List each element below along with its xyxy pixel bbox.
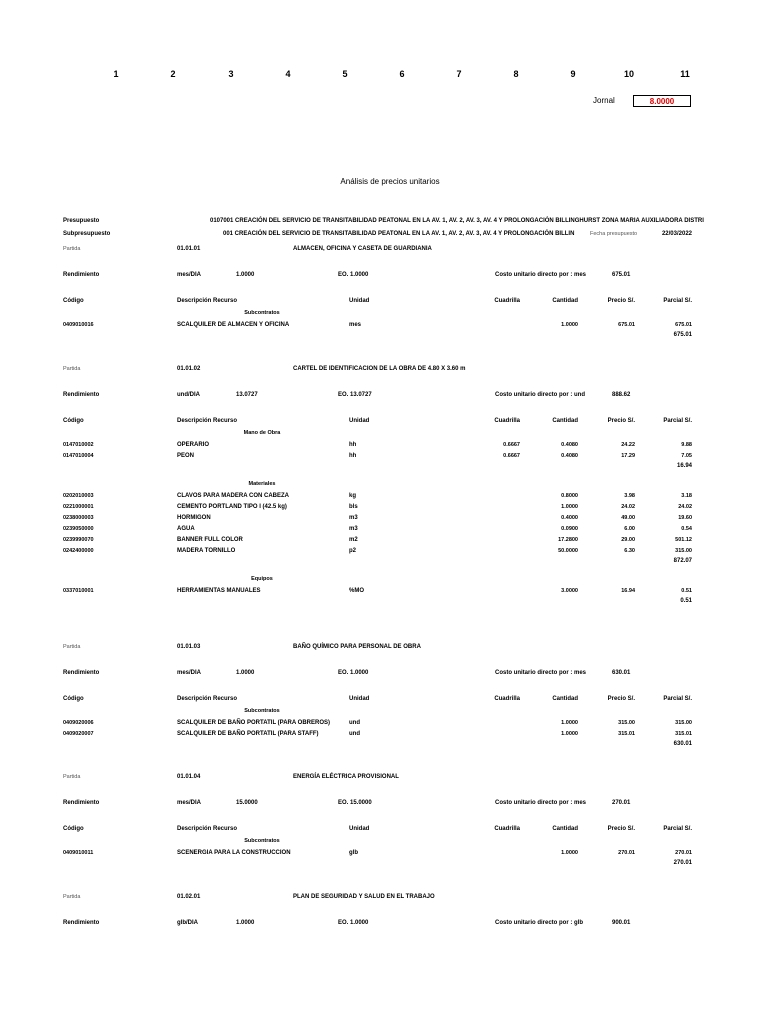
row-precio: 29.00 (621, 537, 635, 543)
row-code: 0242400000 (63, 548, 94, 554)
jornal-value-box (633, 95, 691, 107)
group-name: Subcontratos (244, 708, 280, 714)
col-header-codigo: Código (63, 418, 84, 424)
row-description: CLAVOS PARA MADERA CON CABEZA (177, 493, 289, 499)
row-parcial: 0.54 (681, 526, 692, 532)
row-code: 0202010003 (63, 493, 94, 499)
col-header-descripcion: Descripción Recurso (177, 418, 238, 424)
row-code: 0409010016 (63, 322, 94, 328)
rendimiento-unit: mes/DIA (177, 272, 202, 278)
row-parcial: 24.02 (678, 504, 692, 510)
row-precio: 6.00 (624, 526, 635, 532)
row-code: 0221000001 (63, 504, 94, 510)
partida-label: Partida (63, 644, 81, 650)
col-header-cuadrilla: Cuadrilla (494, 298, 520, 304)
partida-label: Partida (63, 366, 81, 372)
row-unit: m3 (349, 526, 358, 532)
row-cantidad: 50.0000 (558, 548, 578, 554)
row-unit: p2 (349, 548, 357, 554)
col-header-precio: Precio S/. (607, 826, 635, 832)
row-precio: 49.00 (621, 515, 635, 521)
row-cantidad: 3.0000 (561, 588, 578, 594)
jornal-label: Jornal (593, 96, 615, 105)
costo-unitario-label: Costo unitario directo por : und (495, 392, 585, 398)
column-number: 10 (623, 69, 634, 79)
group-subtotal: 675.01 (673, 332, 692, 338)
row-parcial: 501.12 (675, 537, 692, 543)
row-parcial: 7.05 (681, 453, 692, 459)
group-name: Subcontratos (244, 310, 280, 316)
row-parcial: 315.00 (675, 548, 692, 554)
equipo-value: EO. 15.0000 (338, 800, 372, 806)
column-number: 1 (113, 69, 119, 79)
partida-name: ENERGÍA ELÉCTRICA PROVISIONAL (293, 774, 399, 780)
row-description: CEMENTO PORTLAND TIPO I (42.5 kg) (177, 504, 287, 510)
group-subtotal: 270.01 (673, 860, 692, 866)
row-cantidad: 1.0000 (561, 720, 578, 726)
col-header-unidad: Unidad (349, 826, 370, 832)
column-number: 8 (513, 69, 519, 79)
row-code: 0238000003 (63, 515, 94, 521)
partida-name: ALMACEN, OFICINA Y CASETA DE GUARDIANIA (293, 246, 432, 252)
col-header-descripcion: Descripción Recurso (177, 298, 238, 304)
row-code: 0409010011 (63, 850, 94, 856)
row-cuadrilla: 0.6667 (503, 453, 520, 459)
page-title: Análisis de precios unitarios (340, 177, 440, 186)
costo-unitario-label: Costo unitario directo por : mes (495, 272, 587, 278)
row-cantidad: 0.8000 (561, 493, 578, 499)
jornal-value: 8.0000 (649, 97, 675, 106)
group-name: Subcontratos (244, 838, 280, 844)
col-header-parcial: Parcial S/. (663, 826, 692, 832)
row-code: 0409020007 (63, 731, 94, 737)
col-header-cuadrilla: Cuadrilla (494, 696, 520, 702)
partida-label: Partida (63, 774, 81, 780)
row-unit: und (349, 731, 360, 737)
col-header-unidad: Unidad (349, 298, 370, 304)
row-unit: hh (349, 453, 357, 459)
rendimiento-unit: mes/DIA (177, 800, 202, 806)
equipo-value: EO. 1.0000 (338, 670, 369, 676)
col-header-precio: Precio S/. (607, 696, 635, 702)
column-number: 7 (456, 69, 462, 79)
costo-unitario-value: 675.01 (612, 272, 631, 278)
group-subtotal: 872.07 (673, 558, 692, 564)
row-cantidad: 0.4000 (561, 515, 578, 521)
col-header-cantidad: Cantidad (552, 298, 578, 304)
col-header-codigo: Código (63, 696, 84, 702)
col-header-precio: Precio S/. (607, 298, 635, 304)
partida-label: Partida (63, 246, 81, 252)
equipo-value: EO. 1.0000 (338, 272, 369, 278)
presupuesto-value: 0107001 CREACIÓN DEL SERVICIO DE TRANSITABILIDAD PEATONAL EN LA AV. 1, AV. 2, AV. 3, AV. 4 Y PROLONGACIÓN BILLINGHURST ZONA MARIA AUXILIADORA DISTRI (210, 218, 704, 224)
row-precio: 270.01 (618, 850, 635, 856)
row-description: SCENERGIA PARA LA CONSTRUCCION (177, 850, 291, 856)
col-header-descripcion: Descripción Recurso (177, 826, 238, 832)
column-number: 5 (342, 69, 348, 79)
partida-label: Partida (63, 894, 81, 900)
row-cuadrilla: 0.6667 (503, 442, 520, 448)
row-unit: kg (349, 493, 357, 499)
row-parcial: 675.01 (675, 322, 692, 328)
row-unit: m2 (349, 537, 358, 543)
row-code: 0239050000 (63, 526, 94, 532)
row-code: 0409020006 (63, 720, 94, 726)
equipo-value: EO. 1.0000 (338, 920, 369, 926)
group-name: Materiales (248, 481, 276, 487)
row-description: HERRAMIENTAS MANUALES (177, 588, 261, 594)
row-unit: %MO (349, 588, 364, 594)
rendimiento-value: 1.0000 (236, 272, 255, 278)
column-number: 3 (228, 69, 234, 79)
equipo-value: EO. 13.0727 (338, 392, 372, 398)
fecha-label: Fecha presupuesto (590, 231, 638, 237)
row-precio: 24.22 (621, 442, 635, 448)
partida-code: 01.01.01 (177, 246, 201, 252)
group-name: Mano de Obra (243, 430, 281, 436)
col-header-cantidad: Cantidad (552, 418, 578, 424)
row-description: PEON (177, 453, 195, 459)
partida-code: 01.02.01 (177, 894, 201, 900)
row-cantidad: 1.0000 (561, 731, 578, 737)
row-precio: 16.94 (621, 588, 635, 594)
subpresupuesto-label: Subpresupuesto (63, 231, 111, 237)
group-subtotal: 16.94 (676, 463, 692, 469)
fecha-value: 22/03/2022 (661, 231, 692, 237)
col-header-codigo: Código (63, 826, 84, 832)
row-precio: 24.02 (621, 504, 635, 510)
rendimiento-value: 15.0000 (236, 800, 258, 806)
row-parcial: 315.01 (675, 731, 692, 737)
column-number: 2 (170, 69, 176, 79)
col-header-cantidad: Cantidad (552, 826, 578, 832)
row-cantidad: 0.0900 (561, 526, 578, 532)
rendimiento-value: 1.0000 (236, 920, 255, 926)
row-description: BANNER FULL COLOR (177, 537, 243, 543)
partida-name: PLAN DE SEGURIDAD Y SALUD EN EL TRABAJO (293, 894, 435, 900)
costo-unitario-value: 888.62 (612, 392, 631, 398)
col-header-cuadrilla: Cuadrilla (494, 418, 520, 424)
partida-name: CARTEL DE IDENTIFICACION DE LA OBRA DE 4.80 X 3.60 m (293, 366, 466, 372)
row-precio: 3.98 (624, 493, 635, 499)
column-number: 11 (680, 69, 690, 79)
costo-unitario-label: Costo unitario directo por : mes (495, 670, 587, 676)
row-unit: und (349, 720, 360, 726)
rendimiento-value: 13.0727 (236, 392, 258, 398)
row-parcial: 19.60 (678, 515, 692, 521)
partida-code: 01.01.02 (177, 366, 201, 372)
partida-name: BAÑO QUÍMICO PARA PERSONAL DE OBRA (293, 644, 421, 650)
row-code: 0147010002 (63, 442, 94, 448)
rendimiento-label: Rendimiento (63, 920, 100, 926)
row-cantidad: 1.0000 (561, 322, 578, 328)
costo-unitario-label: Costo unitario directo por : mes (495, 800, 587, 806)
partida-code: 01.01.04 (177, 774, 201, 780)
row-cantidad: 0.4080 (561, 453, 578, 459)
row-cantidad: 17.2800 (558, 537, 578, 543)
row-description: OPERARIO (177, 442, 210, 448)
row-description: AGUA (177, 526, 195, 532)
col-header-parcial: Parcial S/. (663, 298, 692, 304)
rendimiento-label: Rendimiento (63, 670, 100, 676)
row-description: SCALQUILER DE BAÑO PORTATIL (PARA STAFF) (177, 731, 319, 737)
group-subtotal: 630.01 (673, 741, 692, 747)
col-header-descripcion: Descripción Recurso (177, 696, 238, 702)
row-parcial: 3.18 (681, 493, 692, 499)
group-subtotal: 0.51 (680, 598, 692, 604)
row-precio: 315.01 (618, 731, 635, 737)
col-header-parcial: Parcial S/. (663, 418, 692, 424)
row-description: SCALQUILER DE BAÑO PORTATIL (PARA OBREROS) (177, 720, 330, 726)
rendimiento-unit: glb/DIA (177, 920, 198, 926)
costo-unitario-label: Costo unitario directo por : glb (495, 920, 583, 926)
subpresupuesto-value: 001 CREACIÓN DEL SERVICIO DE TRANSITABILIDAD PEATONAL EN LA AV. 1, AV. 2, AV. 3, AV. 4 Y PROLONGACIÓN BILLIN (223, 231, 575, 237)
row-unit: hh (349, 442, 357, 448)
row-cantidad: 1.0000 (561, 504, 578, 510)
row-unit: mes (349, 322, 362, 328)
rendimiento-label: Rendimiento (63, 392, 100, 398)
group-name: Equipos (251, 576, 273, 582)
row-unit: m3 (349, 515, 358, 521)
column-number: 9 (570, 69, 576, 79)
col-header-cantidad: Cantidad (552, 696, 578, 702)
costo-unitario-value: 630.01 (612, 670, 631, 676)
row-unit: bls (349, 504, 358, 510)
row-code: 0239990070 (63, 537, 94, 543)
row-precio: 315.00 (618, 720, 635, 726)
col-header-unidad: Unidad (349, 418, 370, 424)
rendimiento-unit: und/DIA (177, 392, 200, 398)
rendimiento-label: Rendimiento (63, 272, 100, 278)
column-number: 4 (285, 69, 291, 79)
col-header-unidad: Unidad (349, 696, 370, 702)
partida-code: 01.01.03 (177, 644, 201, 650)
col-header-precio: Precio S/. (607, 418, 635, 424)
row-description: SCALQUILER DE ALMACEN Y OFICINA (177, 322, 290, 328)
costo-unitario-value: 270.01 (612, 800, 631, 806)
row-description: MADERA TORNILLO (177, 548, 236, 554)
row-description: HORMIGON (177, 515, 211, 521)
col-header-cuadrilla: Cuadrilla (494, 826, 520, 832)
row-unit: glb (349, 850, 358, 856)
row-parcial: 315.00 (675, 720, 692, 726)
row-parcial: 9.88 (681, 442, 692, 448)
row-cantidad: 1.0000 (561, 850, 578, 856)
row-code: 0337010001 (63, 588, 94, 594)
row-parcial: 0.51 (681, 588, 692, 594)
rendimiento-unit: mes/DIA (177, 670, 202, 676)
column-number: 6 (399, 69, 405, 79)
col-header-parcial: Parcial S/. (663, 696, 692, 702)
rendimiento-value: 1.0000 (236, 670, 255, 676)
presupuesto-label: Presupuesto (63, 218, 100, 224)
row-precio: 17.29 (621, 453, 635, 459)
row-precio: 675.01 (618, 322, 635, 328)
rendimiento-label: Rendimiento (63, 800, 100, 806)
row-precio: 6.30 (624, 548, 635, 554)
row-code: 0147010004 (63, 453, 94, 459)
costo-unitario-value: 900.01 (612, 920, 631, 926)
col-header-codigo: Código (63, 298, 84, 304)
row-parcial: 270.01 (675, 850, 692, 856)
row-cantidad: 0.4080 (561, 442, 578, 448)
